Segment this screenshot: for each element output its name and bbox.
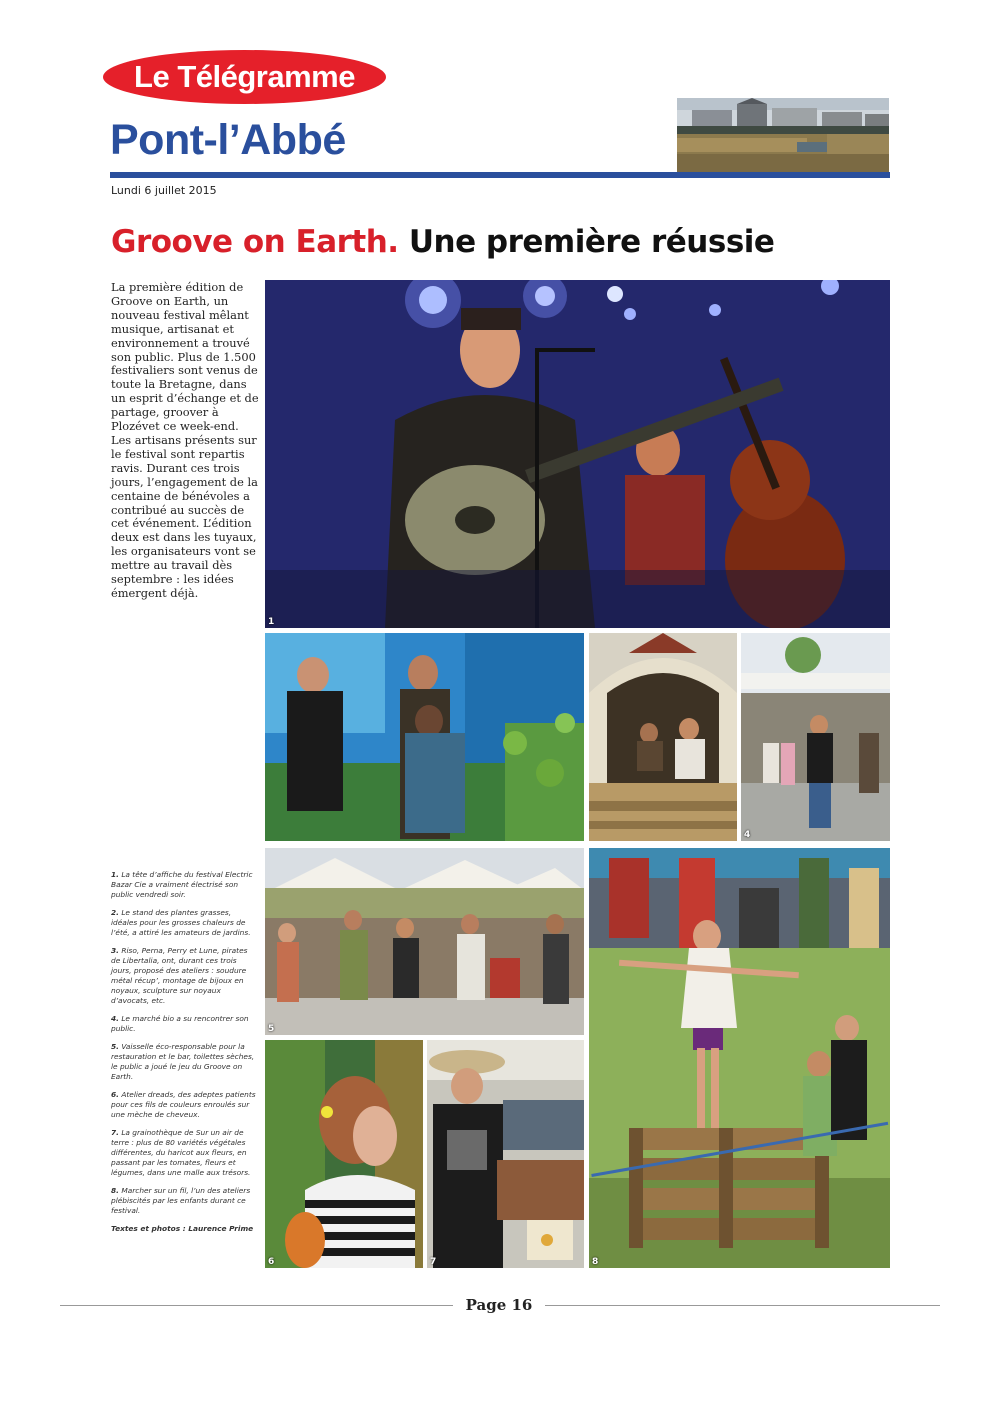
page-number: Page 16 [465,1296,533,1314]
caption-item: 1. La tête d’affiche du festival Electric Bazar Cie a vraiment électrisé son public vendredi soir. [111,870,253,899]
caption-item: 2. Le stand des plantes grasses, idéales pour les grosses chaleurs de l’été, a attiré les amateurs de jardins. [111,908,251,937]
footer-rule-right [545,1305,940,1306]
caption-item: 7. La grainothèque de Sur un air de terre : plus de 80 variétés végétales différentes, du haricot aux fleurs, en passant par les tomates, fleurs et légumes, dans une malle aux trésors. [111,1128,251,1177]
headline-black: Une première réussie [408,224,775,260]
article-intro: La première édition de Groove on Earth, un nouveau festival mêlant musique, artisanat et environnement a trouvé son public. Plus de 1.500 festivaliers sont venus de toute la Bretagne, dans un esprit d’échange et de partage, groover à Plozévet ce week-end. Les artisans présents sur le festival sont repartis ravis. Durant ces trois jours, l’engagement de la centaine de bénévoles a contribué au succès de cet événement. L’édition deux est dans les tuyaux, les organisateurs vont se mettre au travail dès septembre : les idées émergent déjà. [111,280,259,600]
section-title: Pont-l’Abbé [110,116,346,164]
photo-plant-stand [265,633,584,841]
photo-hair-braids [265,1040,423,1268]
caption-item: 5. Vaisselle éco-responsable pour la restauration et le bar, toilettes sèches, le public a joué le jeu du Groove on Earth. [111,1042,255,1081]
logo-text: Le Télégramme [134,59,355,94]
caption-item: 8. Marcher sur un fil, l’un des ateliers plébiscités par les enfants durant ce festival. [111,1186,251,1215]
photo-captions [111,870,257,1234]
footer-rule-left [60,1305,453,1306]
caption-item: 6. Atelier dreads, des adeptes patients pour ces fils de couleurs enroulés sur une mèche de cheveux. [111,1090,256,1119]
header-rule [110,172,890,178]
headline [111,224,774,260]
issue-date: Lundi 6 juillet 2015 [111,184,217,197]
photo-child-rope [589,848,890,1268]
photo-number: 1 [268,617,275,627]
photo-credit: Textes et photos : Laurence Prime [111,1224,254,1233]
caption-item: 3. Riso, Perna, Perry et Lune, pirates de Libertalia, ont, durant ces trois jours, proposé des ateliers : soudure métal récup’, montage de bijoux en noyaux, sculpture sur noyaux d’avocats, etc. [111,946,248,1005]
photo-number: 5 [268,1024,275,1034]
photo-concert [265,280,890,628]
photo-number: 6 [268,1257,275,1267]
photo-number: 7 [430,1257,437,1267]
caption-item: 4. Le marché bio a su rencontrer son public. [111,1014,249,1033]
photo-seeds-stand [427,1040,584,1268]
photo-organic-market [741,633,890,841]
photo-tent-workshop [589,633,737,841]
headline-red: Groove on Earth. [111,224,399,260]
newspaper-logo [103,50,386,104]
photo-number: 4 [744,830,751,840]
photo-festival-crowd [265,848,584,1035]
town-photo [677,98,889,172]
photo-number: 8 [592,1257,599,1267]
